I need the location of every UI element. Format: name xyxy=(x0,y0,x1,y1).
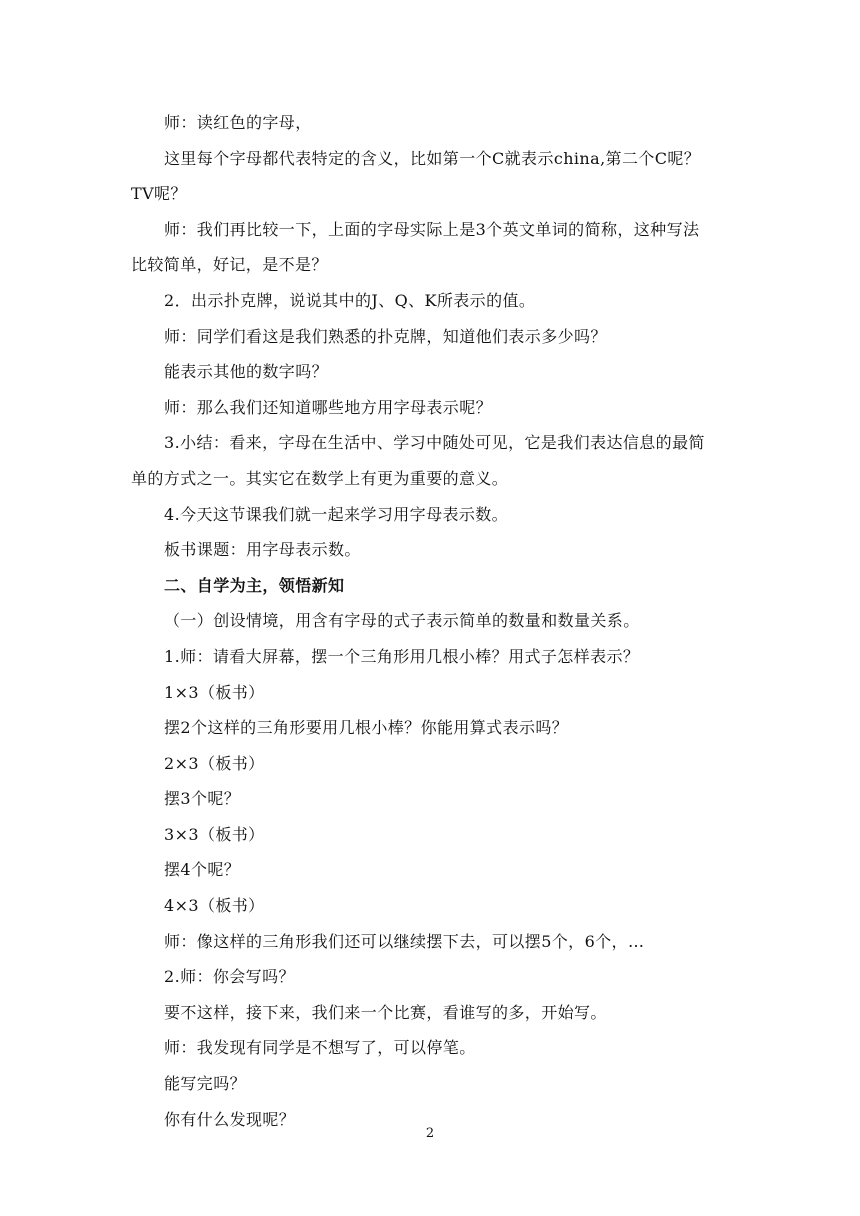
text-line: （一）创设情境，用含有字母的式子表示简单的数量和数量关系。 xyxy=(164,611,640,631)
text-line: 摆2个这样的三角形要用几根小棒？你能用算式表示吗？ xyxy=(164,718,569,738)
text-line: 单的方式之一。其实它在数学上有更为重要的意义。 xyxy=(131,468,509,488)
text-line: 你有什么发现呢？ xyxy=(164,1109,296,1129)
text-line: 3.小结：看来，字母在生活中、学习中随处可见，它是我们表达信息的最简 xyxy=(164,433,705,453)
text-line: 师：那么我们还知道哪些地方用字母表示呢？ xyxy=(164,397,493,417)
text-line: 3×3（板书） xyxy=(164,824,265,844)
text-line: 比较简单，好记，是不是？ xyxy=(131,255,328,275)
text-line: 能写完吗？ xyxy=(164,1074,247,1094)
text-line: 4×3（板书） xyxy=(164,896,265,916)
text-line: 板书课题：用字母表示数。 xyxy=(164,540,361,560)
text-line: 2×3（板书） xyxy=(164,753,265,773)
text-line: 2.师：你会写吗？ xyxy=(164,967,295,987)
text-line: 4.今天这节课我们就一起来学习用字母表示数。 xyxy=(164,504,509,524)
text-line: 摆3个呢？ xyxy=(164,789,241,809)
text-line: 师：读红色的字母， xyxy=(164,113,312,132)
text-line: 师：我发现有同学是不想写了，可以停笔。 xyxy=(164,1038,476,1058)
page-number: 2 xyxy=(425,1126,435,1141)
text-line: 要不这样，接下来，我们来一个比赛，看谁写的多，开始写。 xyxy=(164,1002,607,1022)
text-line: 1.师：请看大屏幕，摆一个三角形用几根小棒？用式子怎样表示？ xyxy=(164,646,640,666)
text-line: 能表示其他的数字吗？ xyxy=(164,362,329,382)
section-heading: 二、自学为主，领悟新知 xyxy=(164,575,345,595)
text-line: 1×3（板书） xyxy=(164,682,265,702)
text-line: 师：我们再比较一下，上面的字母实际上是3个英文单词的简称，这种写法 xyxy=(164,219,700,239)
text-line: 摆4个呢？ xyxy=(164,860,241,880)
text-line: 师：像这样的三角形我们还可以继续摆下去，可以摆5个，6个，… xyxy=(164,931,645,951)
text-line: 2．出示扑克牌，说说其中的J、Q、K所表示的值。 xyxy=(164,290,536,310)
text-line: TV呢？ xyxy=(131,184,187,204)
text-line: 师：同学们看这是我们熟悉的扑克牌，知道他们表示多少吗？ xyxy=(164,326,607,346)
text-line: 这里每个字母都代表特定的含义，比如第一个C就表示china,第二个C呢？ xyxy=(164,148,701,168)
document-body xyxy=(131,105,731,1137)
